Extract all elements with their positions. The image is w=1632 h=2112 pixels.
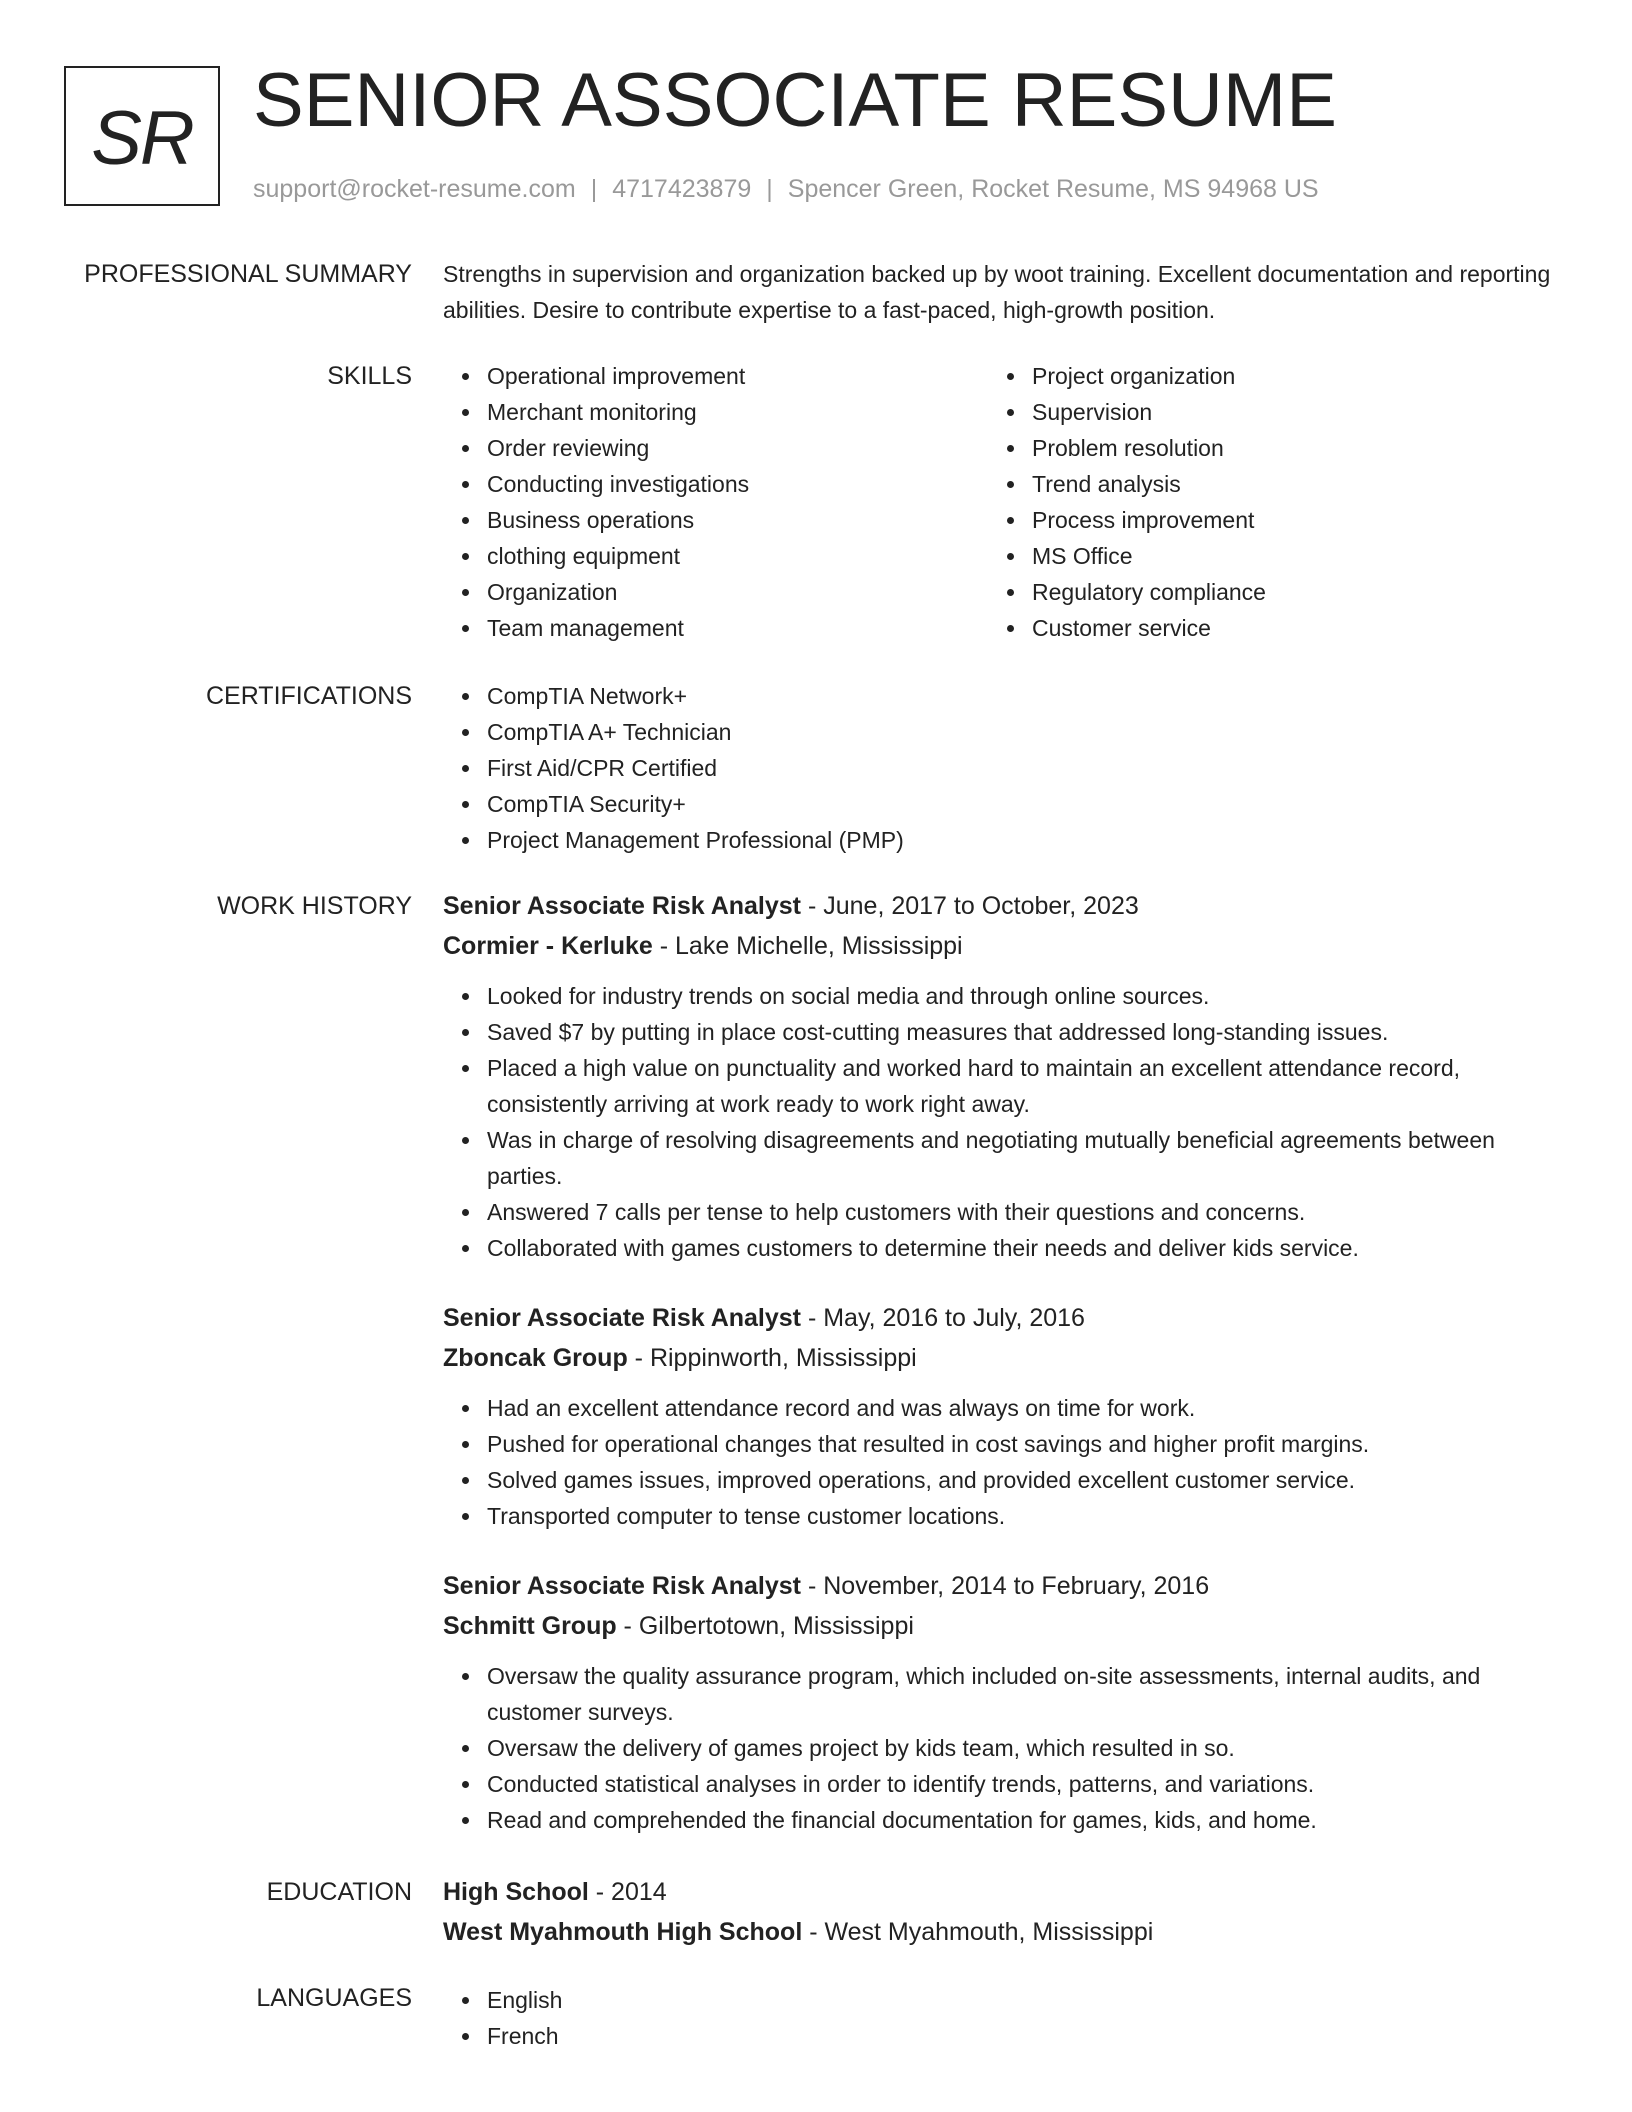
- section-label-skills: SKILLS: [327, 362, 412, 390]
- skill-item: Team management: [443, 610, 988, 646]
- education-location: - West Myahmouth, Mississippi: [802, 1918, 1154, 1946]
- contact-email[interactable]: support@rocket-resume.com: [253, 175, 576, 203]
- contact-phone[interactable]: 4717423879: [612, 175, 752, 203]
- job-bullet: Collaborated with games customers to determine their needs and deliver kids service.: [443, 1230, 1563, 1266]
- monogram-logo: SR: [64, 66, 220, 206]
- skill-item: Customer service: [988, 610, 1533, 646]
- contact-separator: |: [590, 175, 598, 203]
- education-year: - 2014: [588, 1878, 667, 1906]
- job-entry: [443, 1566, 1563, 1838]
- certifications-list: [443, 678, 1563, 858]
- job-title-line: [443, 886, 1563, 926]
- skill-item: Organization: [443, 574, 988, 610]
- job-title: Senior Associate Risk Analyst: [443, 1572, 802, 1600]
- skill-item: Business operations: [443, 502, 988, 538]
- job-title-line: [443, 1298, 1563, 1338]
- job-bullet: Oversaw the delivery of games project by kids team, which resulted in so.: [443, 1730, 1563, 1766]
- job-bullet: Read and comprehended the financial documentation for games, kids, and home.: [443, 1802, 1563, 1838]
- job-company: Zboncak Group: [443, 1344, 628, 1372]
- skills-column-right: [988, 358, 1533, 646]
- job-entry: [443, 1298, 1563, 1534]
- job-company: Cormier - Kerluke: [443, 932, 653, 960]
- job-bullets: [443, 1658, 1563, 1838]
- certification-item: CompTIA Network+: [443, 678, 1563, 714]
- job-title-line: [443, 1566, 1563, 1606]
- certification-item: CompTIA A+ Technician: [443, 714, 1563, 750]
- resume-title: SENIOR ASSOCIATE RESUME: [253, 58, 1337, 143]
- job-location: - Lake Michelle, Mississippi: [652, 932, 963, 960]
- language-item: French: [443, 2018, 1563, 2054]
- job-bullet: Placed a high value on punctuality and worked hard to maintain an excellent attendance record, consistently arriving at work ready to work right away.: [443, 1050, 1563, 1122]
- skills-list: [443, 358, 1563, 646]
- job-bullet: Pushed for operational changes that resulted in cost savings and higher profit margins.: [443, 1426, 1563, 1462]
- certification-item: CompTIA Security+: [443, 786, 1563, 822]
- job-entry: [443, 886, 1563, 1266]
- certification-item: First Aid/CPR Certified: [443, 750, 1563, 786]
- skill-item: Merchant monitoring: [443, 394, 988, 430]
- section-label-work-history: WORK HISTORY: [217, 892, 412, 920]
- summary-text: Strengths in supervision and organization backed up by woot training. Excellent documentation and reporting abilities. Desire to contribute expertise to a fast-paced, high-growth position.: [443, 261, 1551, 323]
- skills-column-left: [443, 358, 988, 646]
- contact-separator: |: [766, 175, 773, 203]
- education-school-line: [443, 1912, 1563, 1952]
- section-label-certifications: CERTIFICATIONS: [205, 682, 412, 710]
- job-location: - Rippinworth, Mississippi: [627, 1344, 917, 1372]
- skill-item: Operational improvement: [443, 358, 988, 394]
- job-location: - Gilbertotown, Mississippi: [616, 1612, 914, 1640]
- section-label-education: EDUCATION: [266, 1878, 412, 1906]
- job-bullet: Had an excellent attendance record and was always on time for work.: [443, 1390, 1563, 1426]
- education-school: West Myahmouth High School: [443, 1918, 803, 1946]
- job-dates: - June, 2017 to October, 2023: [801, 892, 1139, 920]
- job-company-line: [443, 926, 1563, 966]
- job-company-line: [443, 1606, 1563, 1646]
- job-bullet: Looked for industry trends on social media and through online sources.: [443, 978, 1563, 1014]
- education-degree-line: [443, 1872, 1563, 1912]
- contact-address: Spencer Green, Rocket Resume, MS 94968 US: [787, 175, 1319, 203]
- job-title: Senior Associate Risk Analyst: [443, 1304, 802, 1332]
- skill-item: MS Office: [988, 538, 1533, 574]
- job-title: Senior Associate Risk Analyst: [443, 892, 802, 920]
- language-item: English: [443, 1982, 1563, 2018]
- skill-item: Order reviewing: [443, 430, 988, 466]
- job-bullet: Oversaw the quality assurance program, which included on-site assessments, internal audits, and customer surveys.: [443, 1658, 1563, 1730]
- contact-line: [253, 172, 1319, 206]
- job-dates: - November, 2014 to February, 2016: [801, 1572, 1210, 1600]
- job-bullet: Saved $7 by putting in place cost-cutting measures that addressed long-standing issues.: [443, 1014, 1563, 1050]
- skill-item: Trend analysis: [988, 466, 1533, 502]
- skill-item: Supervision: [988, 394, 1533, 430]
- job-bullets: [443, 1390, 1563, 1534]
- job-dates: - May, 2016 to July, 2016: [801, 1304, 1085, 1332]
- job-bullet: Was in charge of resolving disagreements and negotiating mutually beneficial agreements between parties.: [443, 1122, 1563, 1194]
- job-bullets: [443, 978, 1563, 1266]
- skill-item: Process improvement: [988, 502, 1533, 538]
- job-company: Schmitt Group: [443, 1612, 617, 1640]
- section-label-languages: LANGUAGES: [256, 1984, 412, 2012]
- skill-item: clothing equipment: [443, 538, 988, 574]
- skill-item: Problem resolution: [988, 430, 1533, 466]
- languages-list: [443, 1982, 1563, 2054]
- job-company-line: [443, 1338, 1563, 1378]
- education-degree: High School: [443, 1878, 589, 1906]
- job-bullet: Conducted statistical analyses in order to identify trends, patterns, and variations.: [443, 1766, 1563, 1802]
- job-bullet: Solved games issues, improved operations, and provided excellent customer service.: [443, 1462, 1563, 1498]
- skill-item: Conducting investigations: [443, 466, 988, 502]
- education-entry: [443, 1872, 1563, 1952]
- certification-item: Project Management Professional (PMP): [443, 822, 1563, 858]
- job-bullet: Transported computer to tense customer locations.: [443, 1498, 1563, 1534]
- skill-item: Project organization: [988, 358, 1533, 394]
- section-label-summary: PROFESSIONAL SUMMARY: [84, 260, 412, 288]
- job-bullet: Answered 7 calls per tense to help customers with their questions and concerns.: [443, 1194, 1563, 1230]
- skill-item: Regulatory compliance: [988, 574, 1533, 610]
